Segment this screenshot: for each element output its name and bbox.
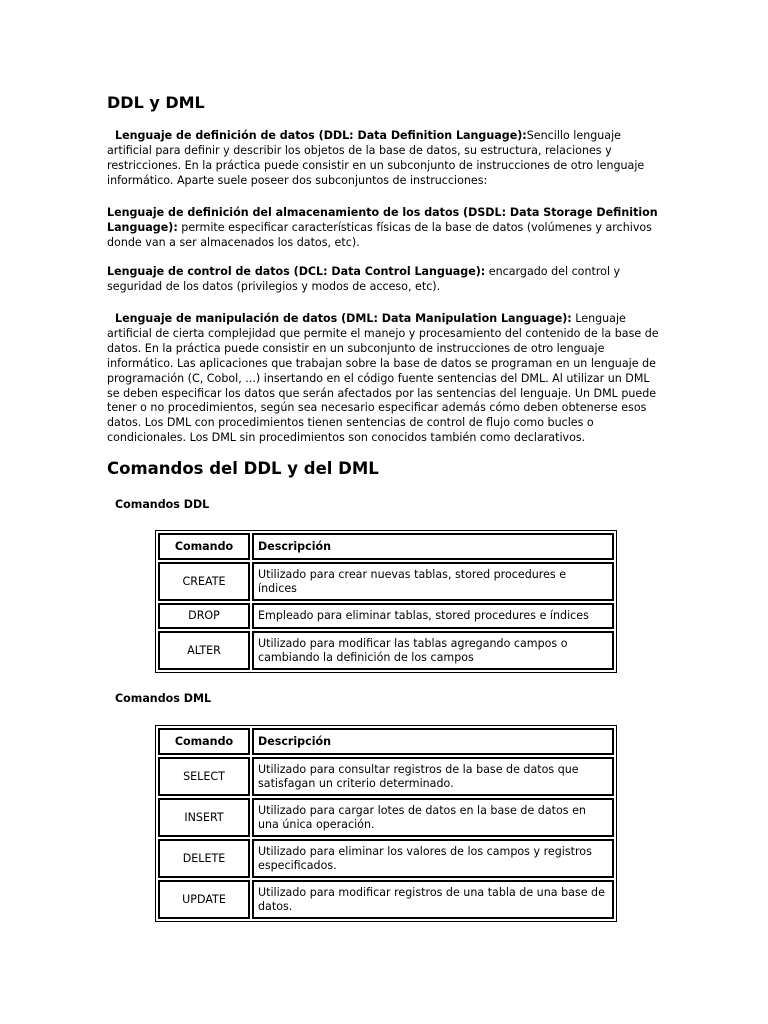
table-row xyxy=(158,631,614,670)
description-cell: Empleado para eliminar tablas, stored procedures e índices xyxy=(252,603,614,629)
column-header-description: Descripción xyxy=(252,533,614,560)
section-title: Comandos del DDL y del DML xyxy=(107,459,379,478)
command-cell: INSERT xyxy=(158,798,250,837)
table-row xyxy=(158,562,614,601)
dcl-term: Lenguaje de control de datos (DCL: Data Control Language): xyxy=(107,265,486,278)
dml-definition: Lenguaje artificial de cierta complejidad que permite el manejo y procesamiento del contenido de la base de datos. En la práctica puede consistir en un subconjunto de instrucciones de otro lenguaje informático. Las aplicaciones que trabajan sobre la base de datos se programan en un lenguaje de programación (C, Cobol, ...) insertando en el código fuente sentencias del DML. Al utilizar un DML se deben especificar los datos que serán afectados por las sentencias del lenguaje. Un DML puede tener o no procedimientos, según sea necesario especificar además cómo deben obtenerse esos datos. Los DML con procedimientos tienen sentencias de control de flujo como bucles o condicionales. Los DML sin procedimientos son conocidos también como declarativos. xyxy=(107,312,659,445)
description-cell: Utilizado para crear nuevas tablas, stored procedures e índices xyxy=(252,562,614,601)
dml-commands-table xyxy=(155,725,617,922)
dcl-definition: encargado del control y seguridad de los datos (privilegios y modos de acceso, etc). xyxy=(107,265,621,293)
table-header-row xyxy=(158,533,614,560)
command-cell: UPDATE xyxy=(158,880,250,919)
command-cell: ALTER xyxy=(158,631,250,670)
description-cell: Utilizado para modificar registros de una tabla de una base de datos. xyxy=(252,880,614,919)
ddl-definition: Sencillo lenguaje artificial para definir y describir los objetos de la base de datos, su estructura, relaciones y restricciones. En la práctica puede consistir en un subconjunto de instrucciones de otro lenguaje informático. Aparte suele poseer dos subconjuntos de instrucciones: xyxy=(107,129,645,187)
dcl-paragraph xyxy=(107,265,659,295)
command-cell: CREATE xyxy=(158,562,250,601)
column-header-command: Comando xyxy=(158,533,250,560)
ddl-table-heading: Comandos DDL xyxy=(115,498,210,511)
command-cell: SELECT xyxy=(158,757,250,796)
description-cell: Utilizado para modificar las tablas agregando campos o cambiando la definición de los campos xyxy=(252,631,614,670)
column-header-command: Comando xyxy=(158,728,250,755)
dsdl-paragraph xyxy=(107,206,659,251)
table-row xyxy=(158,757,614,796)
table-header-row xyxy=(158,728,614,755)
page-title: DDL y DML xyxy=(107,93,205,112)
dml-table-heading: Comandos DML xyxy=(115,692,212,705)
description-cell: Utilizado para cargar lotes de datos en la base de datos en una única operación. xyxy=(252,798,614,837)
description-cell: Utilizado para eliminar los valores de los campos y registros especificados. xyxy=(252,839,614,878)
dml-paragraph xyxy=(107,312,659,446)
dsdl-term: Lenguaje de definición del almacenamiento de los datos (DSDL: Data Storage Definition Language): xyxy=(107,206,658,234)
dml-term: Lenguaje de manipulación de datos (DML: Data Manipulation Language): xyxy=(115,312,572,325)
ddl-commands-table xyxy=(155,530,617,673)
column-header-description: Descripción xyxy=(252,728,614,755)
ddl-paragraph xyxy=(107,129,659,189)
description-cell: Utilizado para consultar registros de la base de datos que satisfagan un criterio determinado. xyxy=(252,757,614,796)
table-row xyxy=(158,798,614,837)
table-row xyxy=(158,603,614,629)
table-row xyxy=(158,880,614,919)
ddl-term: Lenguaje de definición de datos (DDL: Data Definition Language): xyxy=(115,129,527,142)
table-row xyxy=(158,839,614,878)
command-cell: DROP xyxy=(158,603,250,629)
dsdl-definition: permite especificar características físicas de la base de datos (volúmenes y archivos donde van a ser almacenados los datos, etc). xyxy=(107,220,652,249)
command-cell: DELETE xyxy=(158,839,250,878)
